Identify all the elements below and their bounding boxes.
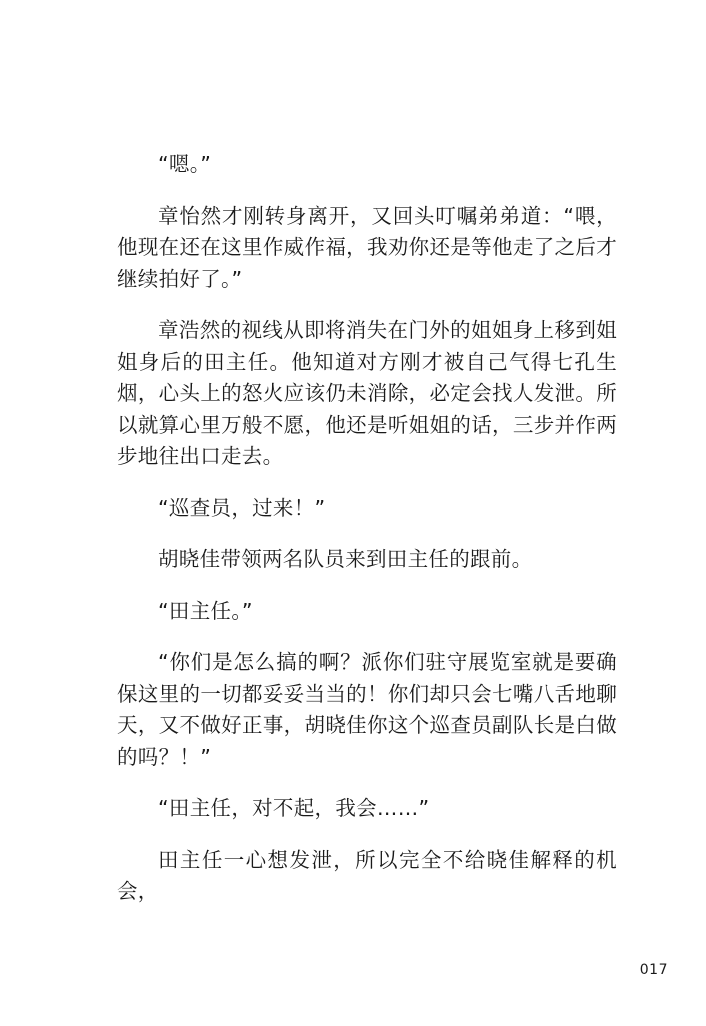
body-text (117, 149, 617, 908)
page-number: 017 (639, 962, 668, 978)
paragraph: “你们是怎么搞的啊？派你们驻守展览室就是要确保这里的一切都妥妥当当的！你们却只会七嘴八舌地聊天，又不做好正事，胡晓佳你这个巡查员副队长是白做的吗？！” (117, 650, 617, 769)
paragraph: 章怡然才刚转身离开，又回头叮嘱弟弟道：“喂，他现在还在这里作威作福，我劝你还是等他走了之后才继续拍好了。” (117, 203, 617, 291)
paragraph: “嗯。” (158, 152, 212, 176)
paragraph: “田主任，对不起，我会……” (158, 796, 430, 820)
paragraph: 章浩然的视线从即将消失在门外的姐姐身上移到姐姐身后的田主任。他知道对方刚才被自己气得七孔生烟，心头上的怒火应该仍未消除，必定会找人发泄。所以就算心里万般不愿，他还是听姐姐的话，三步并作两步地往出口走去。 (117, 318, 617, 468)
paragraph: “巡查员，过来！” (158, 495, 326, 520)
paragraph: 田主任一心想发泄，所以完全不给晓佳解释的机会， (117, 847, 617, 903)
paragraph: “田主任。” (158, 598, 253, 623)
paragraph: 胡晓佳带领两名队员来到田主任的跟前。 (158, 547, 533, 571)
